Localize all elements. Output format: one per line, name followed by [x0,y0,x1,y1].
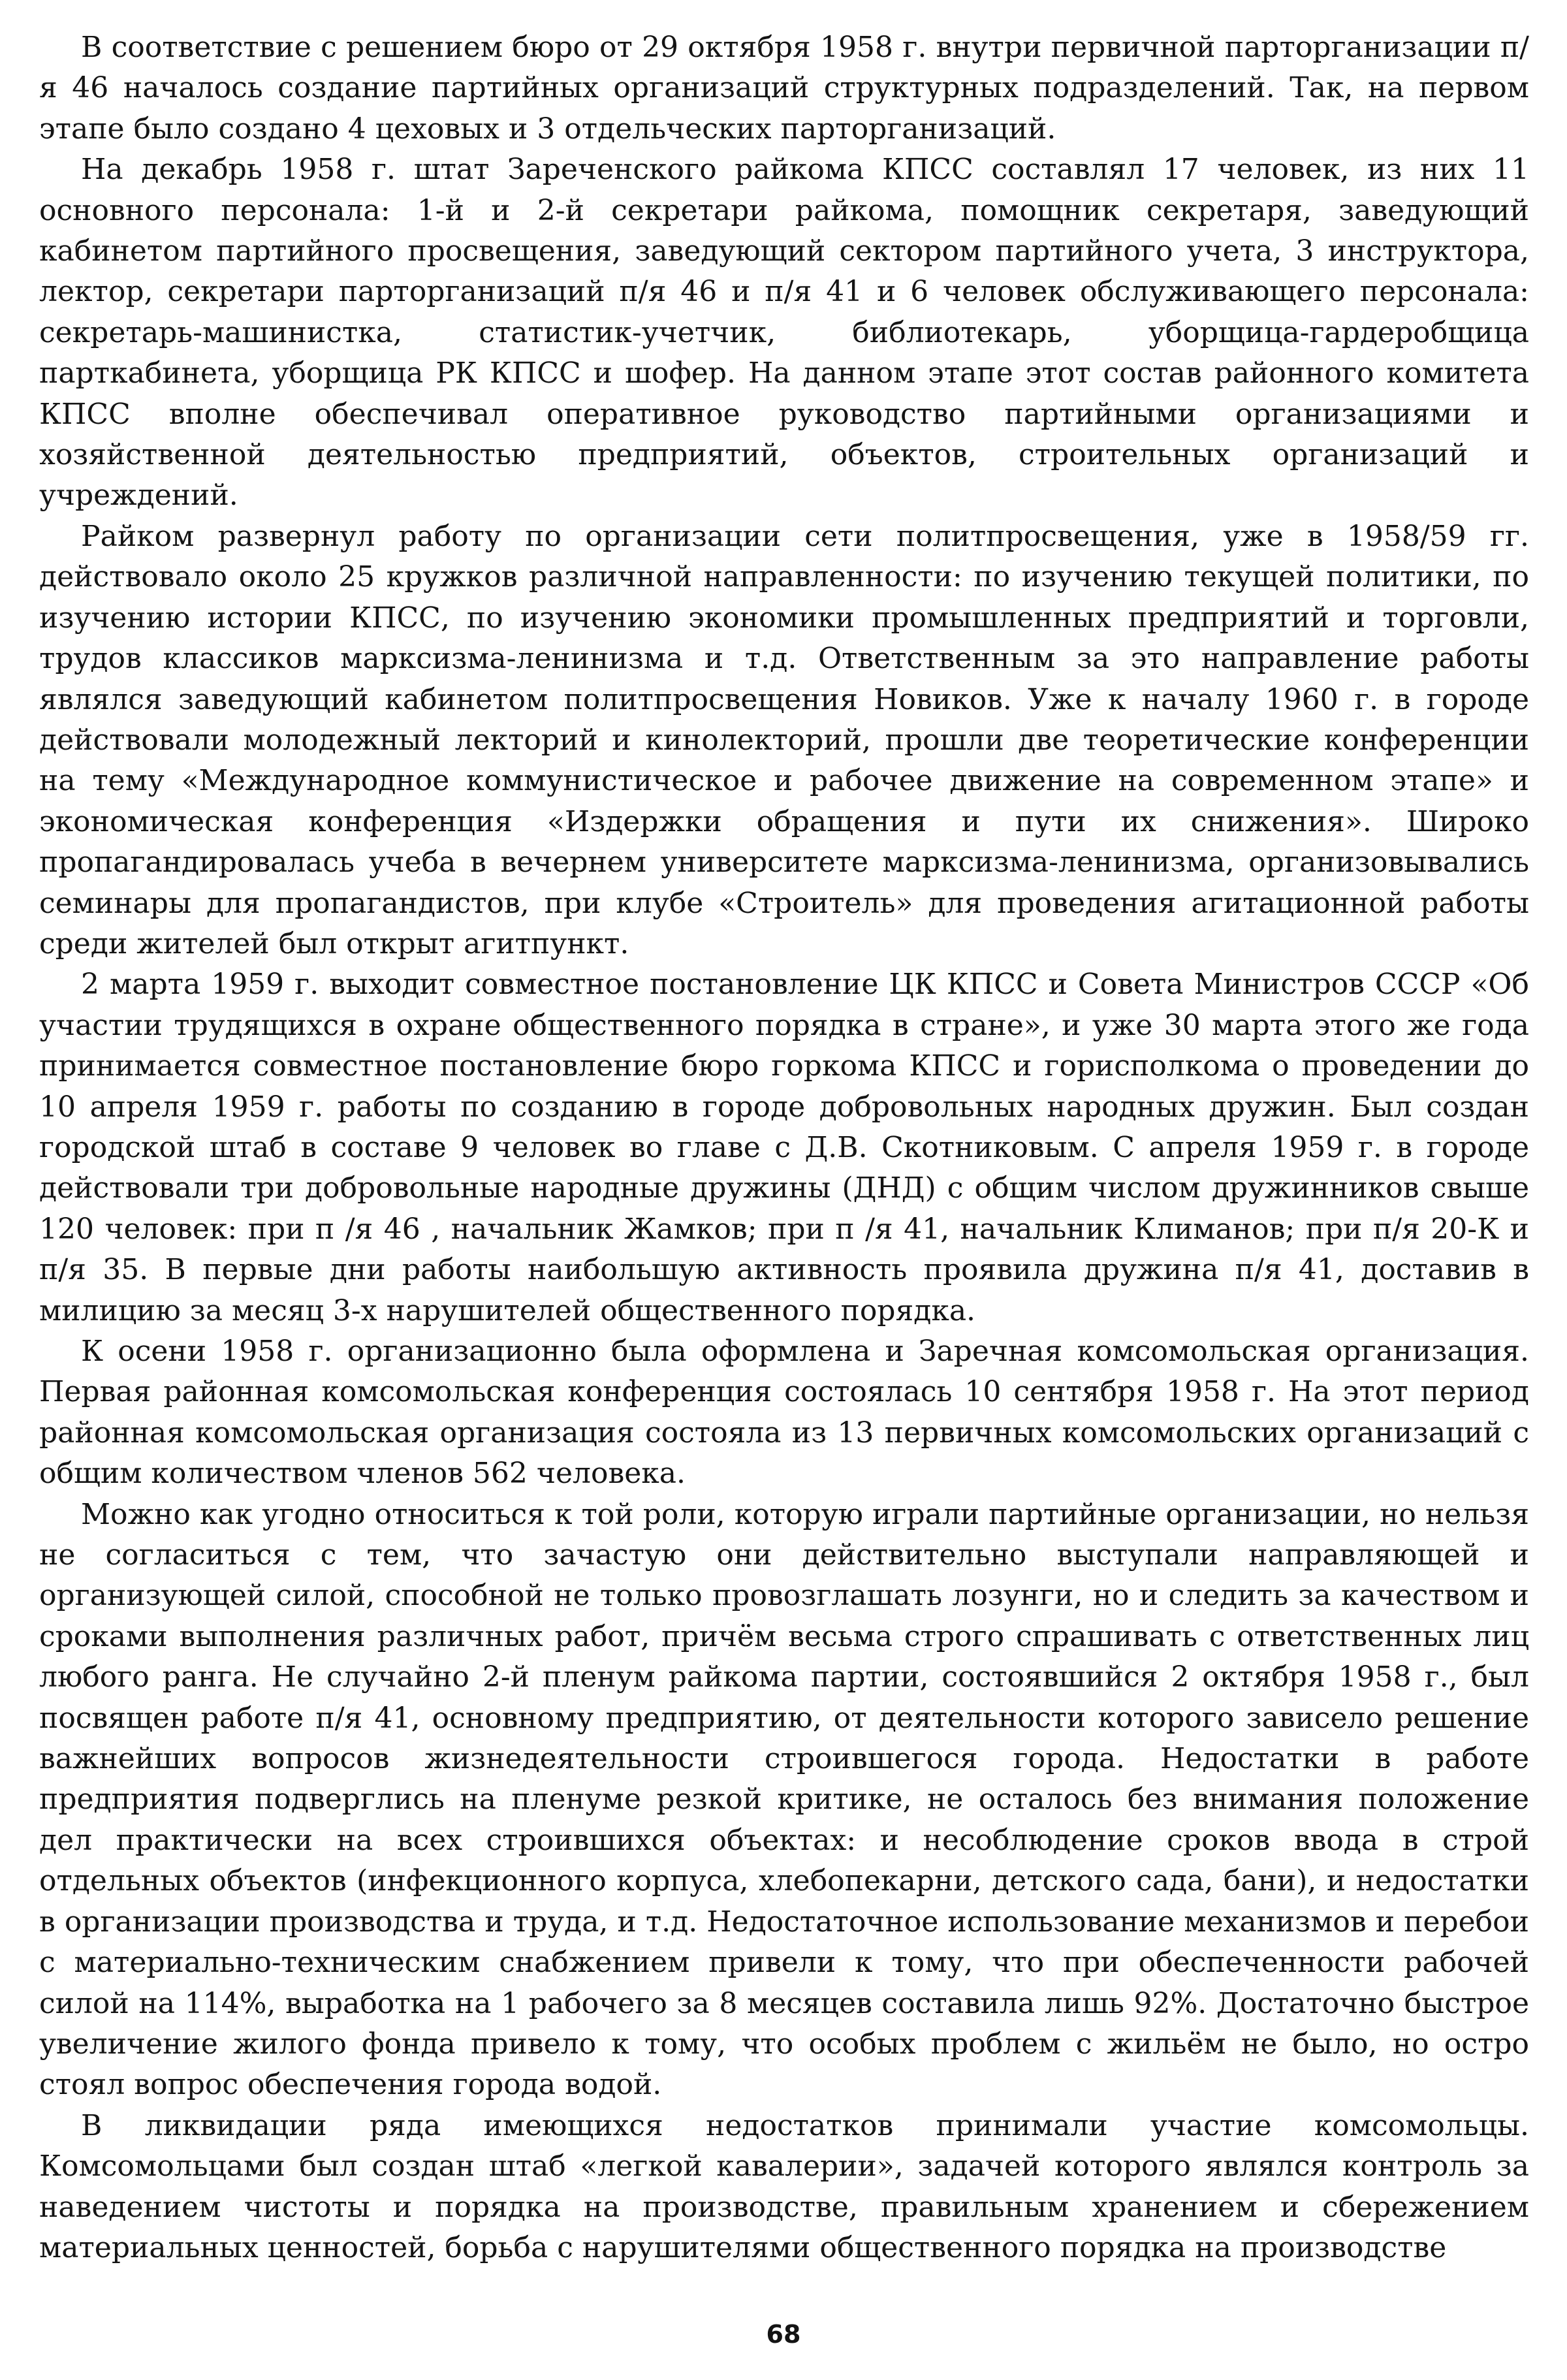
paragraph: На декабрь 1958 г. штат Зареченского райкома КПСС составлял 17 человек, из них 11 основного персонала: 1-й и 2-й секретари райкома, помощник секретаря, заведующий кабинетом партийного просвещения, заведующий сектором партийного учета, 3 инструктора, лектор, секретари парторганизаций п/я 46 и п/я 41 и 6 человек обслуживающего персонала: секретарь-машинистка, статистик-учетчик, библиотекарь, уборщица-гардеробщица парткабинета, уборщица РК КПСС и шофер. На данном этапе этот состав районного комитета КПСС вполне обеспечивал оперативное руководство партийными организациями и хозяйственной деятельностью предприятий, объектов, строительных организаций и учреждений. [39,153,1529,513]
paragraph: В ликвидации ряда имеющихся недостатков принимали участие комсомольцы. Комсомольцами был создан штаб «легкой кавалерии», задачей которого являлся контроль за наведением чистоты и порядка на производстве, правильным хранением и сбережением материальных ценностей, борьба с нарушителями общественного порядка на производстве [39,2108,1529,2264]
paragraph: В соответствие с решением бюро от 29 октября 1958 г. внутри первичной парторганизации п/я 46 началось создание партийных организаций структурных подразделений. Так, на первом этапе было создано 4 цеховых и 3 отдельческих парторганизаций. [39,31,1529,146]
body-text [39,27,1529,2268]
paragraph: Райком развернул работу по организации сети политпросвещения, уже в 1958/59 гг. действовало около 25 кружков различной направленности: по изучению текущей политики, по изучению истории КПСС, по изучению экономики промышленных предприятий и торговли, трудов классиков марксизма-ленинизма и т.д. Ответственным за это направление работы являлся заведующий кабинетом политпросвещения Новиков. Уже к началу 1960 г. в городе действовали молодежный лекторий и кинолекторий, прошли две теоретические конференции на тему «Международное коммунистическое и рабочее движение на современном этапе» и экономическая конференция «Издержки обращения и пути их снижения». Широко пропагандировалась учеба в вечернем университете марксизма-ленинизма, организовывались семинары для пропагандистов, при клубе «Строитель» для проведения агитационной работы среди жителей был открыт агитпункт. [39,519,1529,960]
page-number: 68 [766,2320,801,2349]
paragraph: Можно как угодно относиться к той роли, которую играли партийные организации, но нельзя не согласиться с тем, что зачастую они действительно выступали направляющей и организующей силой, способной не только провозглашать лозунги, но и следить за качеством и сроками выполнения различных работ, причём весьма строго спрашивать с ответственных лиц любого ранга. Не случайно 2-й пленум райкома партии, состоявшийся 2 октября 1958 г., был посвящен работе п/я 41, основному предприятию, от деятельности которого зависело решение важнейших вопросов жизнедеятельности строившегося города. Недостатки в работе предприятия подверглись на пленуме резкой критике, не осталось без внимания положение дел практически на всех строившихся объектах: и несоблюдение сроков ввода в строй отдельных объектов (инфекционного корпуса, хлебопекарни, детского сада, бани), и недостатки в организации производства и труда, и т.д. Недостаточное использование механизмов и перебои с материально-техническим снабжением привели к тому, что при обеспеченности рабочей силой на 114%, выработка на 1 рабочего за 8 месяцев составила лишь 92%. Достаточно быстрое увеличение жилого фонда привело к тому, что особых проблем с жильём не было, но остро стоял вопрос обеспечения города водой. [39,1497,1529,2102]
paragraph: 2 марта 1959 г. выходит совместное постановление ЦК КПСС и Совета Министров СССР «Об участии трудящихся в охране общественного порядка в стране», и уже 30 марта этого же года принимается совместное постановление бюро горкома КПСС и горисполкома о проведении до 10 апреля 1959 г. работы по созданию в городе добровольных народных дружин. Был создан городской штаб в составе 9 человек во главе с Д.В. Скотниковым. С апреля 1959 г. в городе действовали три добровольные народные дружины (ДНД) с общим числом дружинников свыше 120 человек: при п /я 46 , начальник Жамков; при п /я 41, начальник Климанов; при п/я 20-К и п/я 35. В первые дни работы наибольшую активность проявила дружина п/я 41, доставив в милицию за месяц 3-х нарушителей общественного порядка. [39,968,1529,1327]
paragraph: К осени 1958 г. организационно была оформлена и Заречная комсомольская организация. Первая районная комсомольская конференция состоялась 10 сентября 1958 г. На этот период районная комсомольская организация состояла из 13 первичных комсомольских организаций с общим количеством членов 562 человека. [39,1335,1529,1491]
